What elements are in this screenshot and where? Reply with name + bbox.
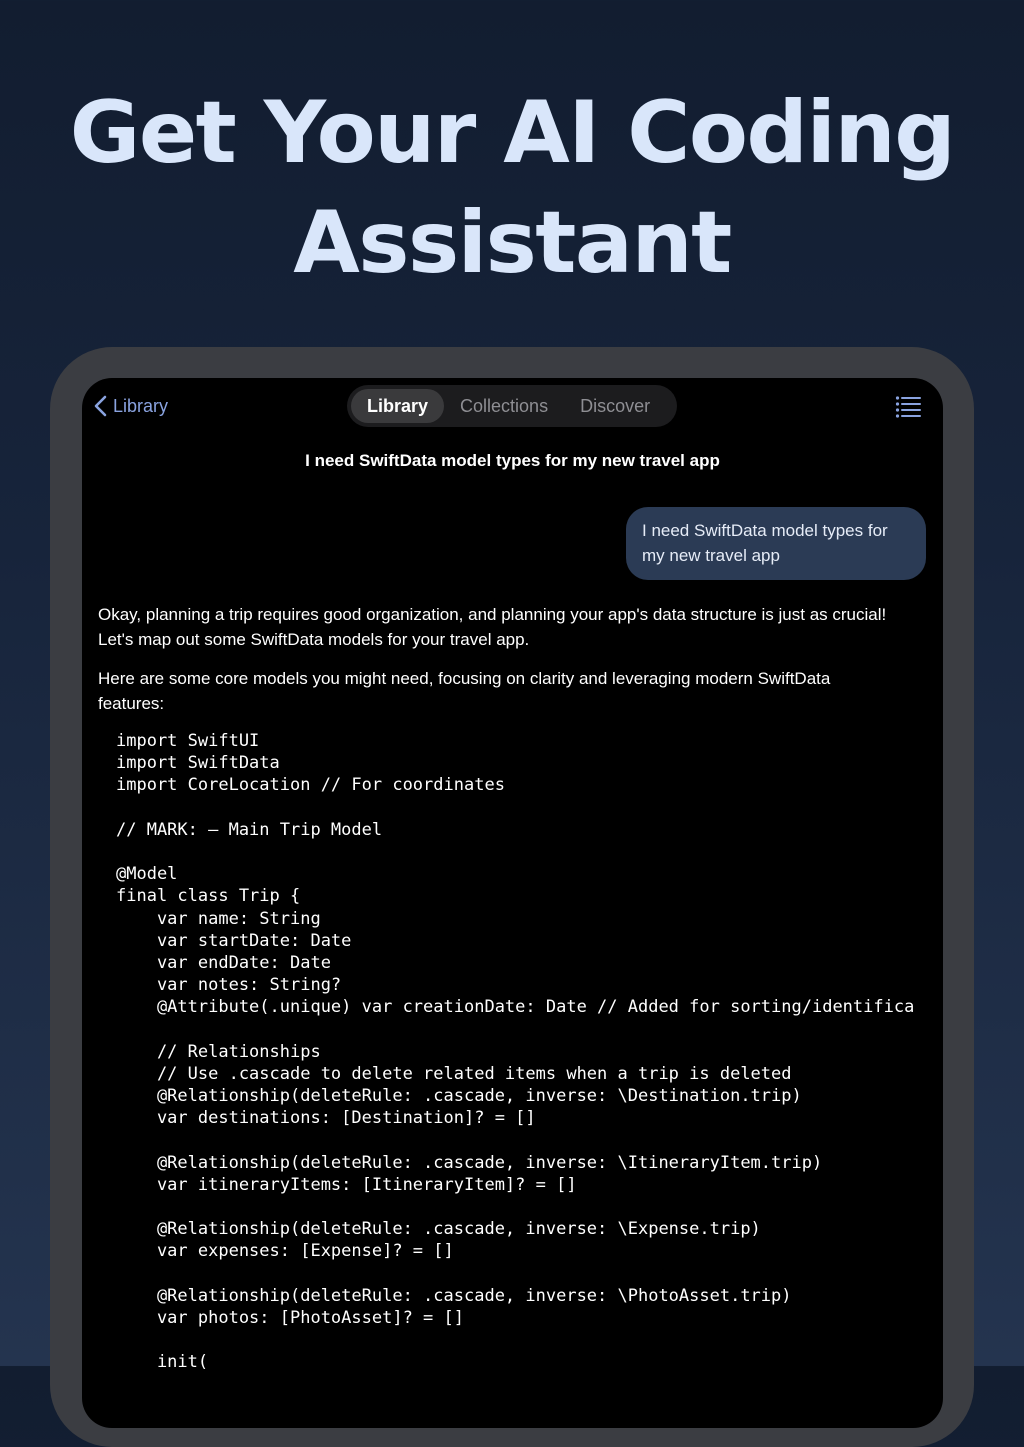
code-line: // Use .cascade to delete related items when a trip is deleted <box>116 1063 792 1084</box>
code-line <box>116 1263 943 1285</box>
user-message-bubble: I need SwiftData model types for my new travel app <box>626 507 926 580</box>
code-line: @Model <box>116 864 178 885</box>
code-line <box>116 797 943 819</box>
code-block <box>116 730 943 1373</box>
back-button-label: Library <box>113 395 169 416</box>
code-line: final class Trip { <box>116 886 301 907</box>
segment-collections[interactable]: Collections <box>460 396 549 416</box>
code-line: var startDate: Date <box>116 930 352 951</box>
code-line: var destinations: [Destination]? = [] <box>116 1108 536 1129</box>
code-line <box>116 1196 943 1218</box>
code-line: @Relationship(deleteRule: .cascade, inverse: \ItineraryItem.trip) <box>116 1152 823 1173</box>
assistant-paragraph: Okay, planning a trip requires good organization, and planning your app's data structure is just as crucial! Let's map out some SwiftData models for your travel app. <box>98 605 887 649</box>
code-line: @Relationship(deleteRule: .cascade, inverse: \PhotoAsset.trip) <box>116 1285 792 1306</box>
back-button[interactable] <box>94 392 168 420</box>
code-line: var name: String <box>116 908 321 929</box>
headline-line-1: Get Your AI Coding <box>69 83 955 183</box>
code-line: import CoreLocation // For coordinates <box>116 775 505 796</box>
chat-title: I need SwiftData model types for my new travel app <box>305 451 720 470</box>
code-line: import SwiftUI <box>116 731 260 751</box>
list-icon[interactable] <box>895 394 921 418</box>
assistant-paragraph: Here are some core models you might need, focusing on clarity and leveraging modern SwiftData features: <box>98 669 831 713</box>
code-line: @Relationship(deleteRule: .cascade, inverse: \Expense.trip) <box>116 1219 761 1240</box>
code-line: var endDate: Date <box>116 952 331 973</box>
code-line: var expenses: [Expense]? = [] <box>116 1241 454 1262</box>
app-screen <box>82 378 943 1428</box>
segment-library[interactable]: Library <box>351 389 444 423</box>
code-line: @Relationship(deleteRule: .cascade, inverse: \Destination.trip) <box>116 1086 802 1106</box>
code-line: var notes: String? <box>116 975 342 996</box>
headline <box>0 78 1024 298</box>
chevron-left-icon <box>94 395 107 417</box>
code-line <box>116 841 943 863</box>
code-line: // Relationships <box>116 1041 321 1062</box>
code-line <box>116 1129 943 1151</box>
code-line: var itineraryItems: [ItineraryItem]? = [] <box>116 1174 577 1195</box>
code-line <box>116 1018 943 1040</box>
code-line: import SwiftData <box>116 753 280 774</box>
headline-line-2: Assistant <box>293 193 731 293</box>
code-line: // MARK: – Main Trip Model <box>116 819 383 840</box>
code-line: @Attribute(.unique) var creationDate: Date // Added for sorting/identifica <box>116 997 915 1018</box>
segmented-control <box>347 385 677 427</box>
code-line: init( <box>116 1352 209 1373</box>
segment-discover[interactable]: Discover <box>580 396 651 416</box>
code-line <box>116 1329 943 1351</box>
code-line: var photos: [PhotoAsset]? = [] <box>116 1307 464 1328</box>
